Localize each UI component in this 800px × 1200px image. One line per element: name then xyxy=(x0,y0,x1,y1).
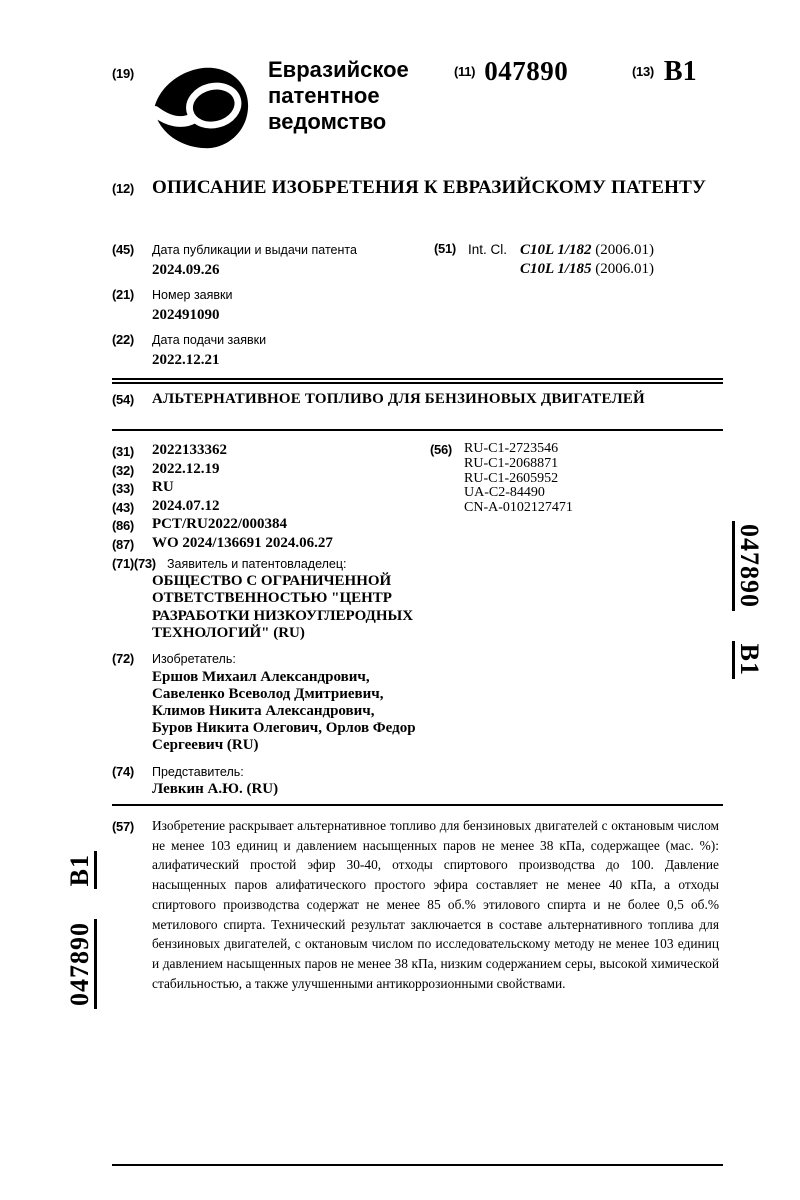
horizontal-rule xyxy=(112,429,723,431)
inid-code-45: (45) xyxy=(112,242,134,257)
pct-publication-value: WO 2024/136691 2024.06.27 xyxy=(152,534,333,551)
bottom-rule xyxy=(112,1164,723,1166)
office-name xyxy=(268,57,409,135)
ipc-class: C10L 1/185 xyxy=(520,261,592,277)
document-title: ОПИСАНИЕ ИЗОБРЕТЕНИЯ К ЕВРАЗИЙСКОМУ ПАТЕНТУ xyxy=(152,177,707,198)
section-54 xyxy=(112,391,724,408)
pct-application-value: PCT/RU2022/000384 xyxy=(152,516,287,533)
inid-code-72: (72) xyxy=(112,650,134,666)
field-71-73 xyxy=(112,554,424,574)
inid-code-57: (57) xyxy=(112,819,134,834)
representative-label: Представитель: xyxy=(152,764,244,779)
applicant-label: Заявитель и патентовладелец: xyxy=(167,556,347,571)
inid-code-32: (32) xyxy=(112,462,134,478)
inventor-line: Ершов Михаил Александрович, xyxy=(152,668,370,685)
ipc-class-version: (2006.01) xyxy=(595,261,655,277)
inid-code-13: (13) xyxy=(632,64,654,79)
ipc-classes xyxy=(520,241,654,279)
section-57 xyxy=(112,816,728,993)
abstract-text: Изобретение раскрывает альтернативное топливо для бензиновых двигателей с октановым числом не менее 103 единиц и давлением насыщенных паров не менее 38 кПа, содержащее (мас. %): алифатический простой эфир 30-40, отходы спиртового производства до 100. Давление насыщенных паров алифатического простого эфира составляет не менее 40 кПа, а отходы спиртового производства содержат не менее 85 об.% этилового спирта и не более 0,5 об.% метилового спирта. Технический результат заключается в составе альтернативного топлива для бензиновых двигателей, с октановым числом по исследовательскому методу не менее 103 единиц и давлением насыщенных паров не менее 38 кПа, низким содержанием серы, высокой химической стабильностью, а также улучшенными антикоррозионными свойствами. xyxy=(152,818,719,991)
sidebar-number-right xyxy=(732,521,762,679)
field-87 xyxy=(112,535,424,554)
header xyxy=(112,56,752,166)
field-31 xyxy=(112,442,424,461)
citation: CN-A-0102127471 xyxy=(464,500,573,516)
inventor-line: Климов Никита Александрович, xyxy=(152,702,375,719)
field-45 xyxy=(112,241,412,281)
inid-code-11: (11) xyxy=(454,64,476,79)
field-22-label: Дата подачи заявки xyxy=(152,333,267,347)
citation: RU-C1-2605952 xyxy=(464,470,559,486)
eapo-eye-logo xyxy=(152,64,250,151)
inid-code-33: (33) xyxy=(112,481,134,497)
field-74 xyxy=(112,762,424,782)
applicant-name xyxy=(152,573,424,642)
inventors-list xyxy=(152,669,424,755)
field-72 xyxy=(112,649,424,669)
kind-code-group xyxy=(632,56,697,88)
field-21 xyxy=(112,286,412,326)
inid-code-19: (19) xyxy=(112,66,134,81)
sidebar-kind-code: B1 xyxy=(732,641,762,679)
office-name-line: Евразийское xyxy=(268,57,409,82)
publication-date-value: 2024.09.26 xyxy=(152,262,220,278)
inid-code-54: (54) xyxy=(112,392,134,407)
citation: RU-C1-2723546 xyxy=(464,441,559,456)
double-rule xyxy=(112,378,723,384)
application-number-value: 202491090 xyxy=(152,307,220,323)
publication-43-date-value: 2024.07.12 xyxy=(152,497,220,514)
citation: RU-C1-2068871 xyxy=(464,455,559,471)
citations-list xyxy=(464,442,573,516)
field-33 xyxy=(112,479,424,498)
inid-code-12: (12) xyxy=(112,181,134,196)
representative-line: Левкин А.Ю. (RU) xyxy=(152,781,279,798)
sidebar-publication-number: 047890 xyxy=(732,521,762,611)
field-22 xyxy=(112,331,412,371)
applicant-name-line: ТЕХНОЛОГИЙ" (RU) xyxy=(152,624,305,641)
filing-date-value: 2022.12.21 xyxy=(152,352,220,368)
inventors-label: Изобретатель: xyxy=(152,651,236,666)
horizontal-rule xyxy=(112,804,723,806)
citation: UA-C2-84490 xyxy=(464,485,545,501)
field-86 xyxy=(112,516,424,535)
publication-number-group xyxy=(454,56,568,87)
sidebar-kind-code: B1 xyxy=(67,851,97,889)
ipc-class-version: (2006.01) xyxy=(595,242,655,258)
field-51 xyxy=(434,241,654,279)
inid-code-87: (87) xyxy=(112,536,134,552)
ipc-class-line xyxy=(520,241,654,260)
inid-code-56: (56) xyxy=(430,442,452,457)
field-56 xyxy=(430,442,573,516)
inid-code-86: (86) xyxy=(112,518,134,534)
kind-code: B1 xyxy=(663,56,697,87)
priority-country-value: RU xyxy=(152,479,174,496)
inventor-line: Савеленко Всеволод Дмитриевич, xyxy=(152,685,384,702)
applicant-name-line: РАЗРАБОТКИ НИЗКОУГЛЕРОДНЫХ xyxy=(152,607,414,624)
field-43 xyxy=(112,498,424,517)
section-12 xyxy=(112,177,724,199)
priority-date-value: 2022.12.19 xyxy=(152,460,220,477)
inid-code-74: (74) xyxy=(112,763,134,779)
inid-code-31: (31) xyxy=(112,444,134,459)
representative-name xyxy=(152,781,424,798)
applicant-name-line: ОБЩЕСТВО С ОГРАНИЧЕННОЙ xyxy=(152,573,392,590)
field-45-label: Дата публикации и выдачи патента xyxy=(152,243,357,257)
field-21-label: Номер заявки xyxy=(152,288,233,302)
office-name-line: ведомство xyxy=(268,109,387,134)
inid-code-51: (51) xyxy=(434,241,456,256)
int-cl-label: Int. Cl. xyxy=(468,242,508,257)
field-32 xyxy=(112,461,424,480)
ipc-class-line xyxy=(520,260,654,279)
biblio-dates-block xyxy=(112,241,412,376)
sidebar-number-left xyxy=(67,851,97,1009)
priority-number-value: 2022133362 xyxy=(152,442,227,458)
inid-code-71-73: (71)(73) xyxy=(112,555,156,571)
inid-code-43: (43) xyxy=(112,499,134,515)
invention-title: АЛЬТЕРНАТИВНОЕ ТОПЛИВО ДЛЯ БЕНЗИНОВЫХ ДВИГАТЕЛЕЙ xyxy=(152,391,645,407)
applicant-name-line: ОТВЕТСТВЕННОСТЬЮ "ЦЕНТР xyxy=(152,590,392,607)
sidebar-publication-number: 047890 xyxy=(67,919,97,1009)
publication-number: 047890 xyxy=(484,56,569,86)
office-name-line: патентное xyxy=(268,83,380,108)
biblio-left-column xyxy=(112,442,424,798)
inventor-line: Сергеевич (RU) xyxy=(152,737,259,754)
inventor-line: Буров Никита Олегович, Орлов Федор xyxy=(152,720,416,737)
inid-code-21: (21) xyxy=(112,287,134,302)
ipc-class: C10L 1/182 xyxy=(520,242,592,258)
inid-code-22: (22) xyxy=(112,332,134,347)
